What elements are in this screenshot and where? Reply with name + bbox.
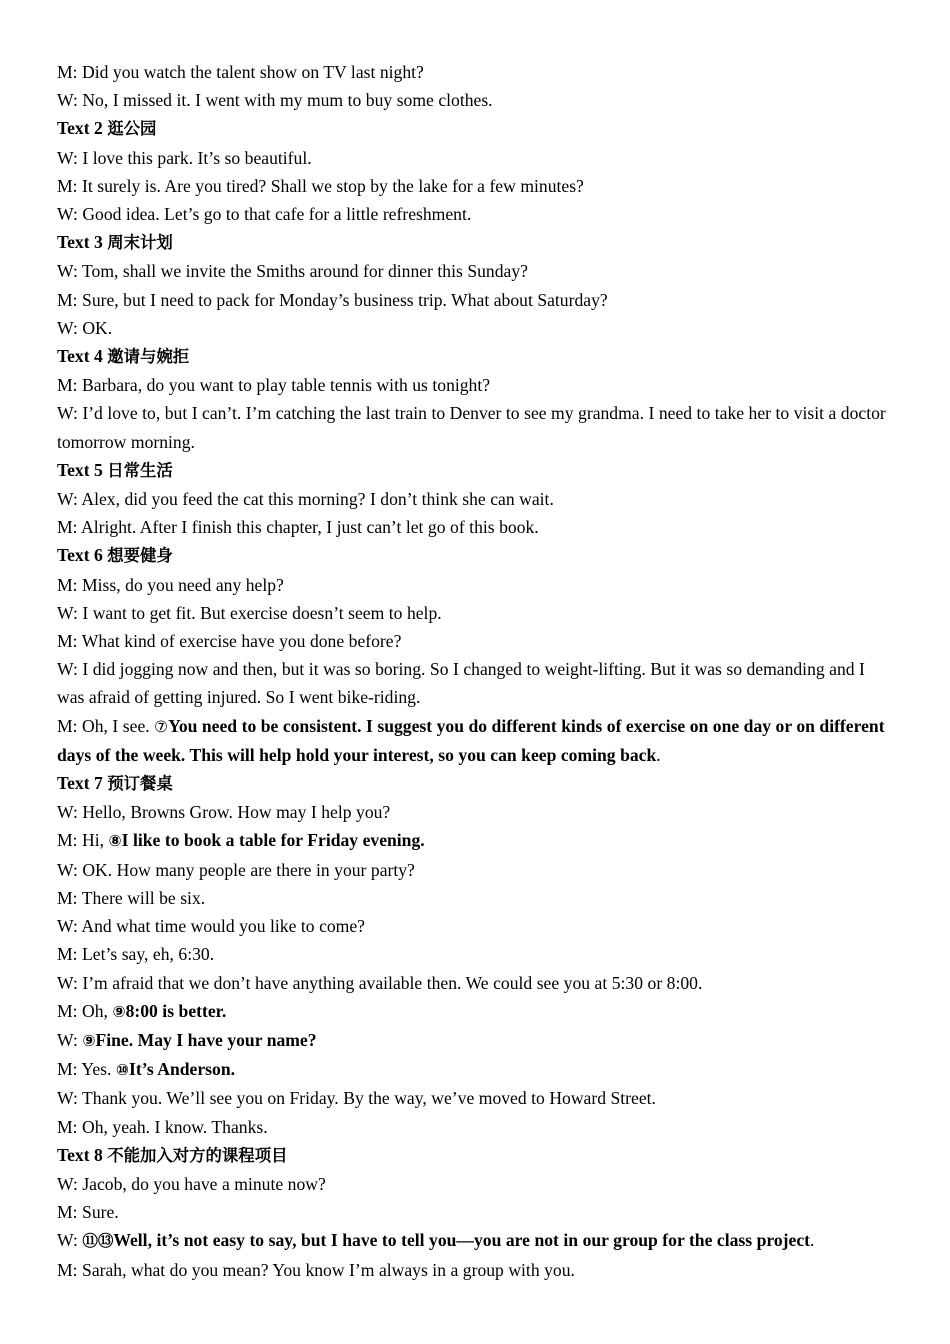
dialogue-line: W: I want to get fit. But exercise doesn’t seem to help.	[57, 602, 442, 623]
section-heading	[57, 114, 893, 143]
dialogue-line	[57, 1026, 893, 1055]
dialogue-line: M: It surely is. Are you tired? Shall we stop by the lake for a few minutes?	[57, 175, 584, 196]
section-heading	[57, 769, 893, 798]
section-heading	[57, 1141, 893, 1170]
highlighted-answer-text: Well, it’s not easy to say, but I have to tell you—you are not in our group for the class project	[113, 1230, 810, 1251]
section-heading-label: Text 6	[57, 545, 103, 566]
section-heading	[57, 541, 893, 570]
dialogue-line: M: Miss, do you need any help?	[57, 574, 284, 595]
section-heading-title-cn: 日常生活	[107, 460, 173, 480]
dialogue-line: M: Did you watch the talent show on TV last night?	[57, 62, 424, 82]
section-heading-title-cn: 逛公园	[107, 119, 157, 139]
section-heading-title-cn: 不能加入对方的课程项目	[107, 1145, 288, 1165]
dialogue-line: W: And what time would you like to come?	[57, 916, 365, 937]
dialogue-line: M: Let’s say, eh, 6:30.	[57, 944, 215, 965]
dialogue-line: M: Sure.	[57, 1202, 119, 1223]
dialogue-line: M: Barbara, do you want to play table tennis with us tonight?	[57, 375, 491, 396]
dialogue-line: W: Jacob, do you have a minute now?	[57, 1173, 326, 1194]
section-heading-title-cn: 周末计划	[107, 233, 173, 253]
section-heading-label: Text 4	[57, 346, 103, 367]
highlighted-answer-text: Fine. May I have your name?	[95, 1029, 317, 1050]
dialogue-text: .	[656, 744, 661, 765]
dialogue-line: M: What kind of exercise have you done before?	[57, 631, 402, 652]
dialogue-line: W: Hello, Browns Grow. How may I help you?	[57, 802, 391, 823]
dialogue-line: W: I did jogging now and then, but it was so boring. So I changed to weight-lifting. But it was so demanding and I was afraid of getting injured. So I went bike-riding.	[57, 659, 865, 708]
section-heading	[57, 228, 893, 257]
dialogue-line: W: Tom, shall we invite the Smiths around for dinner this Sunday?	[57, 261, 528, 282]
highlighted-answer-text: You need to be consistent. I suggest you do different kinds of exercise on one day or on different days of the week. This will help hold your interest, so you can keep coming back	[57, 715, 885, 765]
dialogue-text: W:	[57, 1029, 83, 1050]
highlighted-answer-text: 8:00 is better.	[125, 1000, 227, 1021]
dialogue-line	[57, 997, 893, 1026]
section-heading-label: Text 8	[57, 1144, 103, 1165]
dialogue-line: W: Good idea. Let’s go to that cafe for a little refreshment.	[57, 204, 472, 225]
highlighted-answer-text: I like to book a table for Friday evening.	[121, 830, 425, 851]
dialogue-text: .	[810, 1230, 815, 1251]
dialogue-line: M: Oh, yeah. I know. Thanks.	[57, 1116, 268, 1137]
dialogue-text: M: Yes.	[57, 1059, 116, 1080]
dialogue-line	[57, 712, 893, 769]
dialogue-line: W: I’m afraid that we don’t have anything available then. We could see you at 5:30 or 8:00.	[57, 972, 703, 993]
section-heading-title-cn: 想要健身	[107, 546, 173, 566]
section-heading-title-cn: 预订餐桌	[107, 774, 173, 794]
question-number-marker: ⑧	[108, 832, 122, 851]
section-heading	[57, 456, 893, 485]
dialogue-line: W: Thank you. We’ll see you on Friday. By the way, we’ve moved to Howard Street.	[57, 1088, 656, 1109]
dialogue-line: W: OK.	[57, 317, 113, 338]
question-number-marker: ⑪⑬	[82, 1232, 114, 1251]
dialogue-line: M: Sure, but I need to pack for Monday’s business trip. What about Saturday?	[57, 289, 608, 310]
dialogue-text: M: Oh, I see.	[57, 715, 155, 736]
dialogue-line: W: OK. How many people are there in your party?	[57, 859, 415, 880]
dialogue-text: M: Hi,	[57, 830, 109, 851]
section-heading-label: Text 2	[57, 118, 103, 139]
dialogue-line: M: Alright. After I finish this chapter, I just can’t let go of this book.	[57, 517, 539, 538]
dialogue-line: W: I’d love to, but I can’t. I’m catching the last train to Denver to see my grandma. I need to take her to visit a doctor tomorrow morning.	[57, 403, 886, 452]
question-number-marker: ⑨	[112, 1002, 126, 1021]
dialogue-line	[57, 1226, 893, 1255]
section-heading-label: Text 3	[57, 232, 103, 253]
section-heading-label: Text 5	[57, 459, 103, 480]
highlighted-answer-text: It’s Anderson.	[129, 1059, 236, 1080]
question-number-marker: ⑦	[154, 717, 169, 736]
dialogue-line: M: There will be six.	[57, 887, 206, 908]
dialogue-line: W: I love this park. It’s so beautiful.	[57, 147, 312, 168]
question-number-marker: ⑨	[82, 1031, 96, 1050]
question-number-marker: ⑩	[115, 1061, 129, 1080]
transcript-body	[57, 58, 893, 1284]
section-heading-label: Text 7	[57, 773, 103, 794]
dialogue-line: W: Alex, did you feed the cat this morning? I don’t think she can wait.	[57, 489, 554, 510]
section-heading-title-cn: 邀请与婉拒	[107, 347, 190, 367]
dialogue-line: W: No, I missed it. I went with my mum to buy some clothes.	[57, 90, 493, 111]
dialogue-line: M: Sarah, what do you mean? You know I’m always in a group with you.	[57, 1259, 575, 1280]
dialogue-text: W:	[57, 1230, 83, 1251]
dialogue-line	[57, 826, 893, 855]
dialogue-line	[57, 1055, 893, 1084]
section-heading	[57, 342, 893, 371]
dialogue-text: M: Oh,	[57, 1000, 113, 1021]
